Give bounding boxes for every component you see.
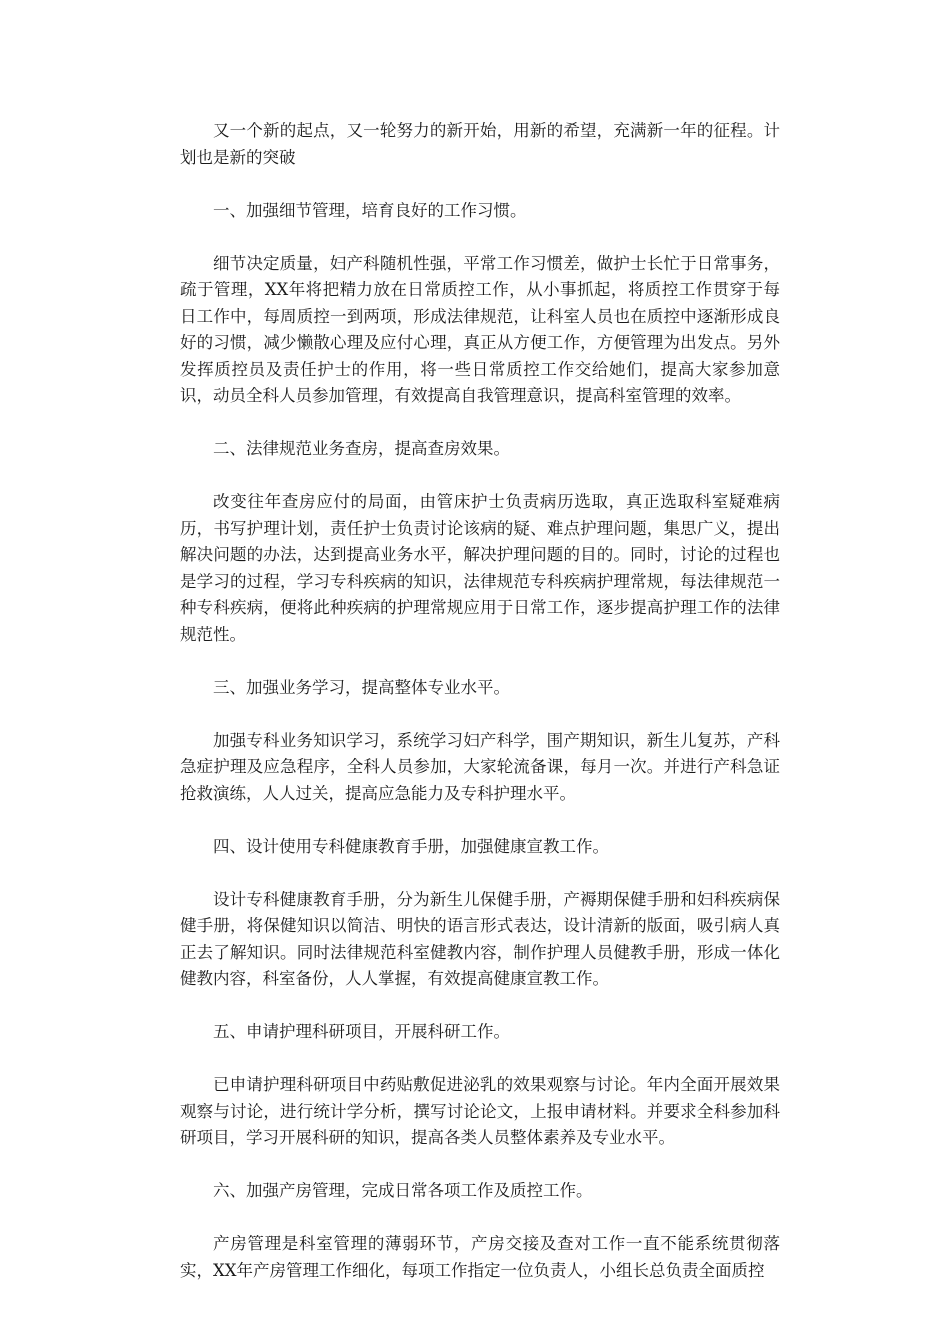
section-1-heading: 一、加强细节管理，培育良好的工作习惯。 [213,200,527,220]
document-page [180,118,780,1284]
section-6-heading: 六、加强产房管理，完成日常各项工作及质控工作。 [213,1181,593,1200]
section-6-body: 产房管理是科室管理的薄弱环节，产房交接及查对工作一直不能系统贯彻落实，XX年产房管理工作细化，每项工作指定一位负责人，小组长总负责全面质控 [180,1234,780,1280]
section-3-body: 加强专科业务知识学习，系统学习妇产科学，围产期知识，新生儿复苏，产科急症护理及应急程序，全科人员参加，大家轮流备课，每月一次。并进行产科急证抢救演练，人人过关，提高应急能力及专科护理水平。 [180,730,780,803]
section-5-body: 已申请护理科研项目中药贴敷促进泌乳的效果观察与讨论。年内全面开展效果观察与讨论，进行统计学分析，撰写讨论论文，上报申请材料。并要求全科参加科研项目，学习开展科研的知识，提高各类人员整体素养及专业水平。 [180,1075,780,1147]
section-2-body: 改变往年查房应付的局面，由管床护士负责病历选取，真正选取科室疑难病历，书写护理计划，责任护士负责讨论该病的疑、难点护理问题，集思广义，提出解决问题的办法，达到提高业务水平，解决护理问题的目的。同时，讨论的过程也是学习的过程，学习专科疾病的知识，法律规范专科疾病护理常规，每法律规范一种专科疾病，便将此种疾病的护理常规应用于日常工作，逐步提高护理工作的法律规范性。 [180,492,780,644]
section-3-heading: 三、加强业务学习，提高整体专业水平。 [213,677,510,697]
section-2-heading: 二、法律规范业务查房，提高查房效果。 [213,439,510,458]
intro-paragraph: 又一个新的起点，又一轮努力的新开始，用新的希望，充满新一年的征程。计划也是新的突破 [180,121,780,167]
section-5-heading: 五、申请护理科研项目，开展科研工作。 [213,1022,510,1041]
section-4-body: 设计专科健康教育手册，分为新生儿保健手册，产褥期保健手册和妇科疾病保健手册，将保健知识以简洁、明快的语言形式表达，设计清新的版面，吸引病人真正去了解知识。同时法律规范科室健教内容，制作护理人员健教手册，形成一体化健教内容，科室备份，人人掌握，有效提高健康宣教工作。 [180,889,780,988]
section-1-body: 细节决定质量，妇产科随机性强，平常工作习惯差，做护士长忙于日常事务，疏于管理，XX年将把精力放在日常质控工作，从小事抓起，将质控工作贯穿于每日工作中，每周质控一到两项，形成法律规范，让科室人员也在质控中逐渐形成良好的习惯，减少懒散心理及应付心理，真正从方便工作，方便管理为出发点。另外发挥质控员及责任护士的作用，将一些日常质控工作交给她们，提高大家参加意识，动员全科人员参加管理，有效提高自我管理意识，提高科室管理的效率。 [180,253,780,405]
section-4-heading: 四、设计使用专科健康教育手册，加强健康宣教工作。 [213,836,609,856]
